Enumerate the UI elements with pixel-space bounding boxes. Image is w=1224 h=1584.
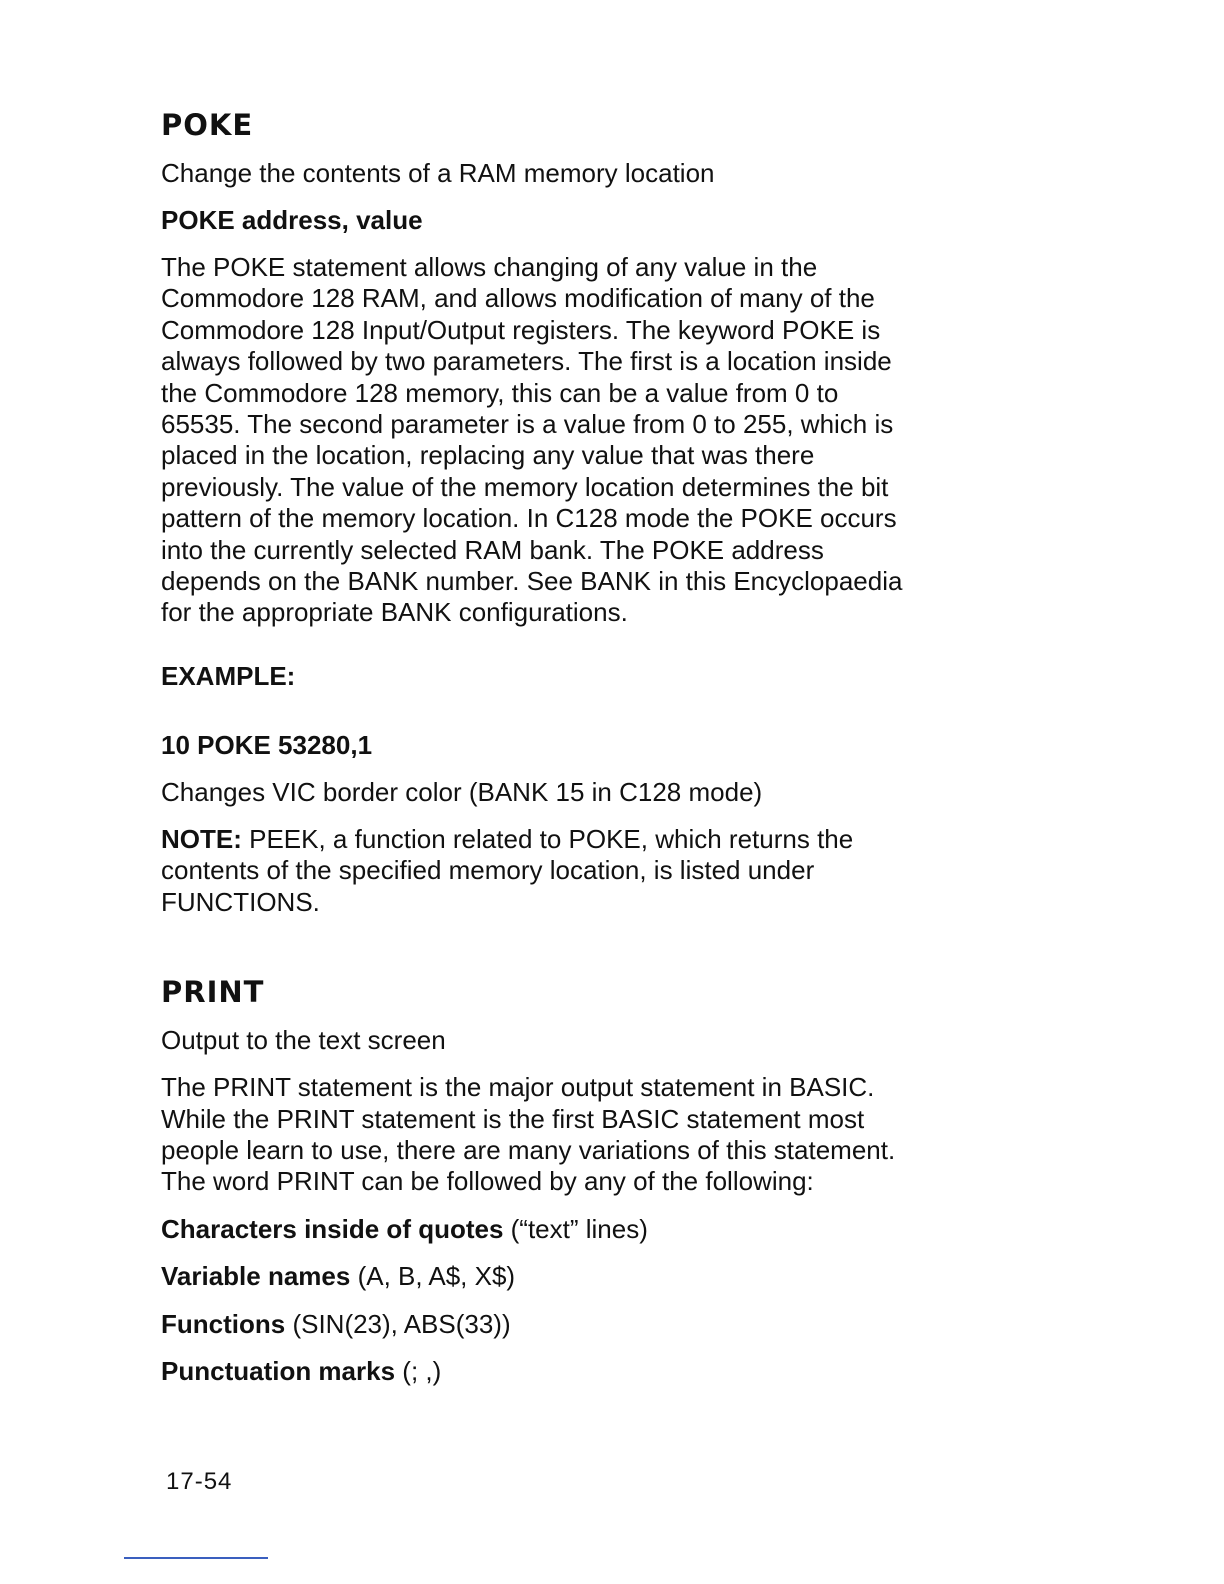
poke-body bbox=[161, 252, 1021, 629]
body-line: always followed by two parameters. The first is a location inside bbox=[161, 346, 892, 377]
page-content bbox=[161, 100, 1021, 1387]
print-body bbox=[161, 1072, 1021, 1198]
example-code: 10 POKE 53280,1 bbox=[161, 729, 373, 760]
item-detail: (SIN(23), ABS(33)) bbox=[285, 1308, 511, 1339]
item-label: Functions bbox=[161, 1308, 286, 1339]
note-line: contents of the specified memory location, is listed under bbox=[161, 855, 815, 886]
poke-subtitle: Change the contents of a RAM memory location bbox=[161, 158, 715, 188]
footer-rule bbox=[124, 1557, 268, 1559]
body-line: placed in the location, replacing any value that was there bbox=[161, 440, 815, 471]
list-item bbox=[161, 1261, 1021, 1292]
item-label: Characters inside of quotes bbox=[161, 1213, 504, 1244]
item-label: Variable names bbox=[161, 1261, 351, 1292]
body-line: While the PRINT statement is the first BASIC statement most bbox=[161, 1103, 865, 1134]
body-line: The PRINT statement is the major output statement in BASIC. bbox=[161, 1072, 875, 1103]
body-line: The word PRINT can be followed by any of the following: bbox=[161, 1166, 814, 1197]
note-label: NOTE: bbox=[161, 823, 242, 854]
poke-heading: POKE bbox=[161, 108, 254, 142]
poke-format: POKE address, value bbox=[161, 205, 423, 235]
body-line: 65535. The second parameter is a value from 0 to 255, which is bbox=[161, 409, 894, 440]
body-line: The POKE statement allows changing of any value in the bbox=[161, 252, 818, 282]
body-line: Commodore 128 RAM, and allows modification of many of the bbox=[161, 283, 875, 314]
note-block bbox=[161, 824, 1021, 918]
body-line: depends on the BANK number. See BANK in this Encyclopaedia bbox=[161, 566, 903, 597]
list-item bbox=[161, 1214, 1021, 1245]
example-label: EXAMPLE: bbox=[161, 660, 296, 691]
body-line: people learn to use, there are many variations of this statement. bbox=[161, 1134, 896, 1165]
note-text: PEEK, a function related to POKE, which returns the bbox=[241, 823, 854, 854]
body-line: previously. The value of the memory location determines the bit bbox=[161, 471, 889, 502]
list-item bbox=[161, 1309, 1021, 1340]
body-line: pattern of the memory location. In C128 mode the POKE occurs bbox=[161, 503, 897, 534]
page-number: 17-54 bbox=[166, 1468, 233, 1495]
print-heading: PRINT bbox=[161, 975, 265, 1010]
note-line: FUNCTIONS. bbox=[161, 886, 320, 917]
body-line: the Commodore 128 memory, this can be a value from 0 to bbox=[161, 377, 839, 408]
print-item-list bbox=[161, 1214, 1021, 1388]
example-description: Changes VIC border color (BANK 15 in C128 mode) bbox=[161, 776, 763, 807]
item-detail: (; ,) bbox=[395, 1355, 442, 1386]
body-line: for the appropriate BANK configurations. bbox=[161, 597, 628, 628]
body-line: Commodore 128 Input/Output registers. The keyword POKE is bbox=[161, 314, 881, 345]
list-item bbox=[161, 1356, 1021, 1387]
note-line bbox=[161, 824, 1021, 855]
print-subtitle: Output to the text screen bbox=[161, 1025, 446, 1056]
body-line: into the currently selected RAM bank. The POKE address bbox=[161, 534, 824, 565]
item-label: Punctuation marks bbox=[161, 1355, 396, 1386]
item-detail: (A, B, A$, X$) bbox=[350, 1261, 516, 1292]
item-detail: (“text” lines) bbox=[503, 1213, 648, 1244]
